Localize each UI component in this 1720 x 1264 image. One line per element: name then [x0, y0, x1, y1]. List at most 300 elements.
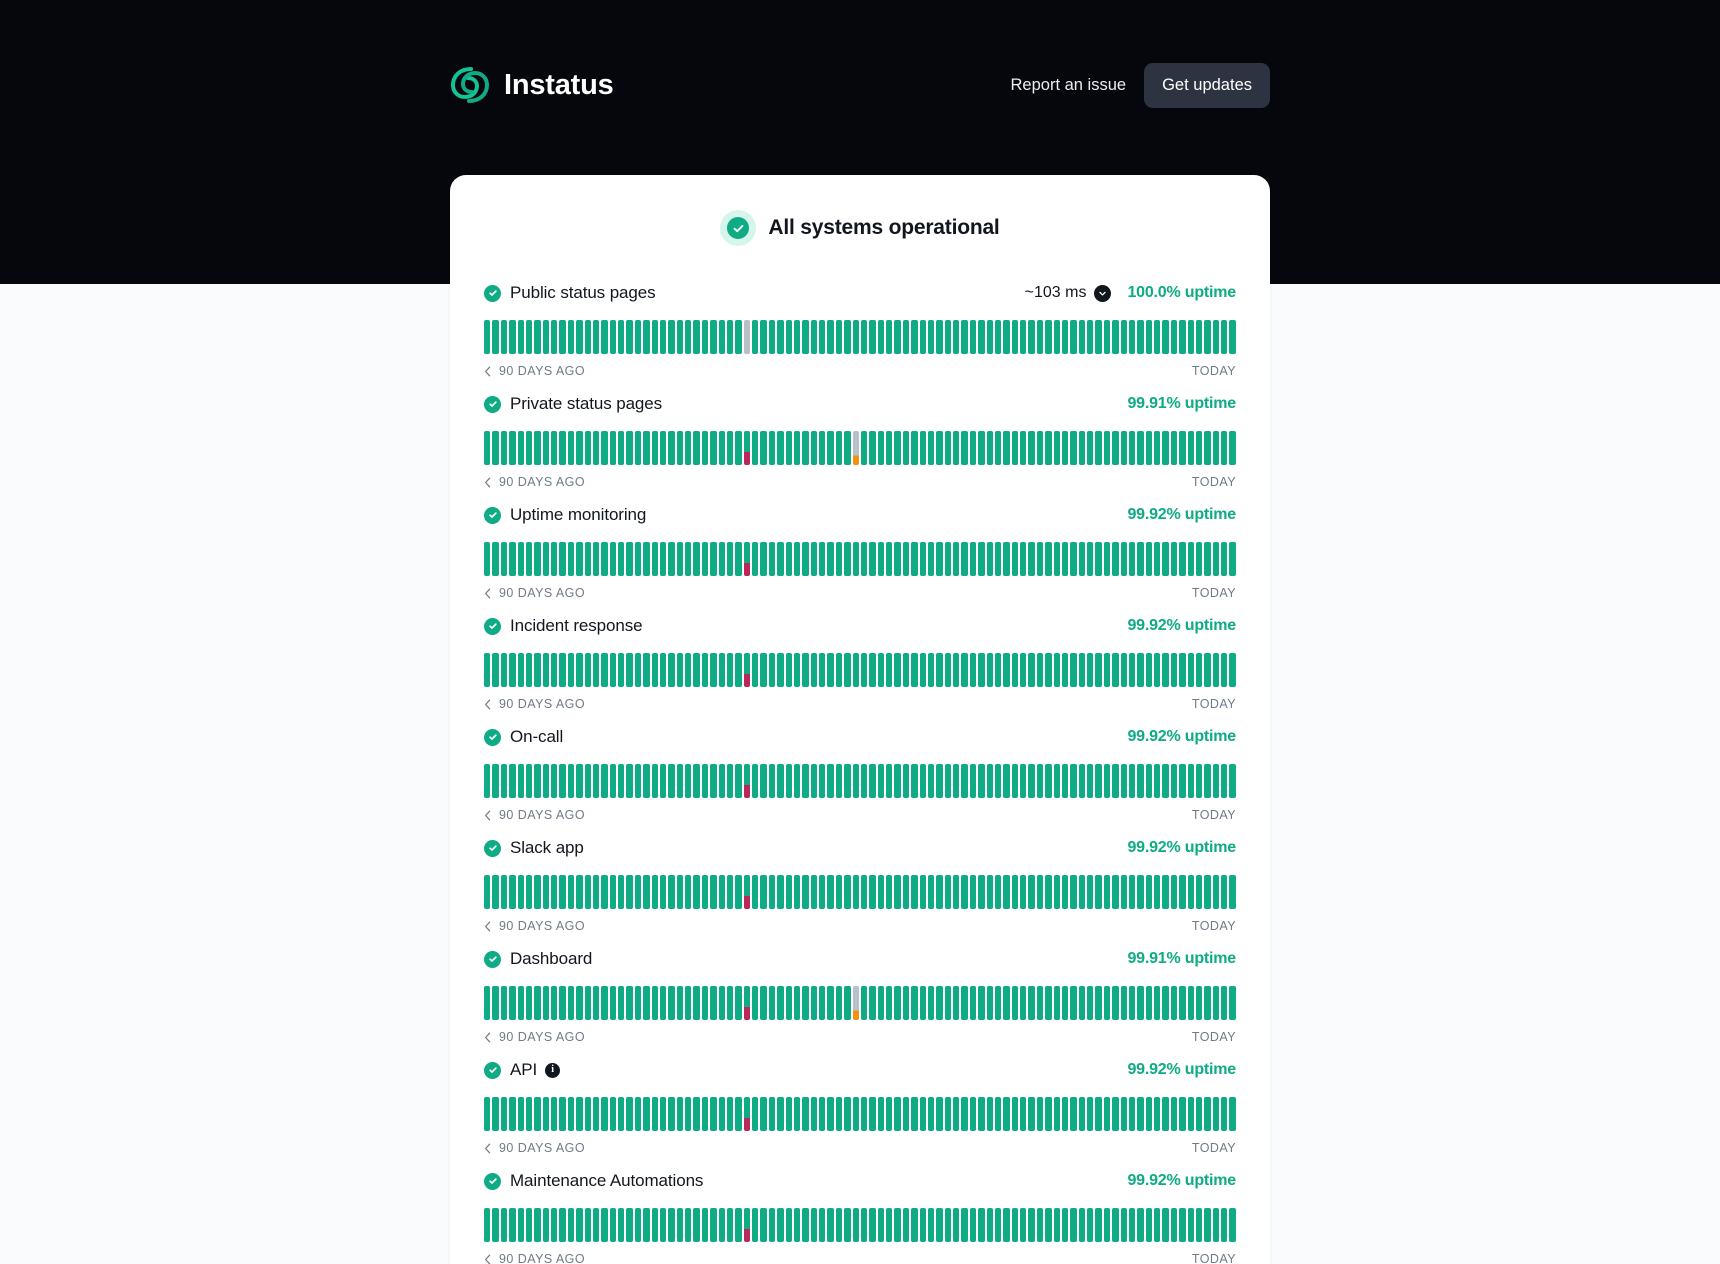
uptime-bar-day[interactable] [744, 431, 750, 465]
uptime-bar-day[interactable] [1112, 653, 1118, 687]
uptime-bar-day[interactable] [1054, 764, 1060, 798]
uptime-bar-day[interactable] [668, 875, 674, 909]
uptime-bar-day[interactable] [886, 542, 892, 576]
uptime-bar-day[interactable] [1112, 1097, 1118, 1131]
uptime-bar-day[interactable] [1012, 1208, 1018, 1242]
uptime-bar-day[interactable] [652, 542, 658, 576]
uptime-bar-day[interactable] [484, 875, 490, 909]
uptime-bar-day[interactable] [702, 764, 708, 798]
uptime-bar-day[interactable] [668, 986, 674, 1020]
uptime-bar-day[interactable] [1095, 875, 1101, 909]
uptime-bar-day[interactable] [794, 1208, 800, 1242]
uptime-bar-day[interactable] [1179, 764, 1185, 798]
uptime-bar-day[interactable] [769, 431, 775, 465]
uptime-bar-day[interactable] [786, 1097, 792, 1131]
uptime-bar-day[interactable] [1171, 764, 1177, 798]
uptime-bar-day[interactable] [1020, 1097, 1026, 1131]
uptime-bar-day[interactable] [576, 1208, 582, 1242]
uptime-bar-day[interactable] [920, 542, 926, 576]
uptime-bar-day[interactable] [945, 431, 951, 465]
uptime-bar-day[interactable] [811, 542, 817, 576]
uptime-bar-day[interactable] [1137, 875, 1143, 909]
uptime-bar-day[interactable] [786, 875, 792, 909]
uptime-bar-day[interactable] [710, 542, 716, 576]
uptime-bar-day[interactable] [894, 875, 900, 909]
uptime-bar-day[interactable] [953, 1208, 959, 1242]
uptime-bar-day[interactable] [735, 431, 741, 465]
uptime-bar-day[interactable] [978, 542, 984, 576]
uptime-bar-day[interactable] [1104, 986, 1110, 1020]
uptime-bar-day[interactable] [811, 764, 817, 798]
uptime-bar-day[interactable] [744, 764, 750, 798]
uptime-bar-day[interactable] [744, 986, 750, 1020]
uptime-bar-day[interactable] [945, 1208, 951, 1242]
uptime-bar-day[interactable] [1204, 1097, 1210, 1131]
uptime-bar-day[interactable] [660, 653, 666, 687]
uptime-bar-day[interactable] [727, 653, 733, 687]
uptime-bar-day[interactable] [777, 875, 783, 909]
uptime-bar-day[interactable] [735, 1208, 741, 1242]
uptime-bar-day[interactable] [710, 764, 716, 798]
uptime-bar-day[interactable] [685, 320, 691, 354]
uptime-bar-day[interactable] [802, 986, 808, 1020]
uptime-bar-day[interactable] [1154, 875, 1160, 909]
uptime-bar-day[interactable] [1196, 764, 1202, 798]
uptime-bar-day[interactable] [802, 1097, 808, 1131]
uptime-bar-day[interactable] [1137, 1097, 1143, 1131]
uptime-bar-day[interactable] [953, 431, 959, 465]
uptime-bar-day[interactable] [752, 320, 758, 354]
uptime-bar-day[interactable] [1003, 764, 1009, 798]
uptime-bar-day[interactable] [978, 764, 984, 798]
uptime-bar-day[interactable] [568, 653, 574, 687]
uptime-bar-day[interactable] [786, 986, 792, 1020]
uptime-bar-day[interactable] [492, 1208, 498, 1242]
uptime-bar-day[interactable] [1054, 320, 1060, 354]
uptime-bar-day[interactable] [626, 986, 632, 1020]
uptime-bar-day[interactable] [710, 875, 716, 909]
uptime-bar-day[interactable] [1129, 875, 1135, 909]
uptime-bar-day[interactable] [1188, 875, 1194, 909]
uptime-bar-day[interactable] [953, 1097, 959, 1131]
uptime-bar-day[interactable] [526, 431, 532, 465]
uptime-bar-day[interactable] [886, 320, 892, 354]
uptime-bar-day[interactable] [794, 320, 800, 354]
uptime-bar-day[interactable] [677, 653, 683, 687]
uptime-bar-day[interactable] [1137, 1208, 1143, 1242]
uptime-bar-day[interactable] [878, 320, 884, 354]
uptime-bar-day[interactable] [735, 875, 741, 909]
uptime-bar-day[interactable] [559, 320, 565, 354]
uptime-bar-day[interactable] [710, 431, 716, 465]
uptime-bar-day[interactable] [1003, 320, 1009, 354]
uptime-bar-day[interactable] [894, 986, 900, 1020]
uptime-bar-day[interactable] [735, 1097, 741, 1131]
uptime-bar-day[interactable] [961, 875, 967, 909]
uptime-bar-day[interactable] [501, 653, 507, 687]
uptime-bar-day[interactable] [1162, 431, 1168, 465]
uptime-bar-day[interactable] [786, 764, 792, 798]
uptime-bar-day[interactable] [1146, 1097, 1152, 1131]
uptime-bar-day[interactable] [911, 320, 917, 354]
uptime-bar-day[interactable] [626, 653, 632, 687]
uptime-bar-day[interactable] [1179, 320, 1185, 354]
uptime-bar-day[interactable] [668, 653, 674, 687]
uptime-bar-day[interactable] [1037, 986, 1043, 1020]
uptime-bar-day[interactable] [1020, 764, 1026, 798]
uptime-bar-day[interactable] [693, 653, 699, 687]
uptime-bar-day[interactable] [501, 986, 507, 1020]
legend-start[interactable] [484, 586, 585, 600]
uptime-bar-day[interactable] [928, 875, 934, 909]
uptime-bar-day[interactable] [534, 431, 540, 465]
uptime-bar-day[interactable] [928, 320, 934, 354]
uptime-bar-day[interactable] [769, 542, 775, 576]
uptime-bar-day[interactable] [484, 764, 490, 798]
uptime-bar-day[interactable] [568, 875, 574, 909]
uptime-bar-day[interactable] [920, 875, 926, 909]
uptime-bar-day[interactable] [526, 1208, 532, 1242]
uptime-bar-day[interactable] [1070, 653, 1076, 687]
uptime-bar-day[interactable] [886, 1208, 892, 1242]
uptime-bar-day[interactable] [936, 764, 942, 798]
uptime-bar-day[interactable] [1087, 320, 1093, 354]
uptime-bar-day[interactable] [844, 1208, 850, 1242]
uptime-bar-day[interactable] [1213, 986, 1219, 1020]
uptime-bar-day[interactable] [610, 431, 616, 465]
uptime-bar-day[interactable] [593, 1208, 599, 1242]
uptime-bar-day[interactable] [995, 1208, 1001, 1242]
uptime-bar-day[interactable] [1204, 1208, 1210, 1242]
uptime-bar-day[interactable] [928, 986, 934, 1020]
uptime-bar-day[interactable] [534, 1097, 540, 1131]
uptime-bar-day[interactable] [1229, 986, 1235, 1020]
uptime-bar-day[interactable] [551, 764, 557, 798]
uptime-bar-day[interactable] [1188, 542, 1194, 576]
uptime-bar-day[interactable] [1188, 320, 1194, 354]
uptime-bar-day[interactable] [719, 764, 725, 798]
uptime-bar-day[interactable] [543, 542, 549, 576]
uptime-bar-day[interactable] [559, 653, 565, 687]
uptime-bar-day[interactable] [1037, 431, 1043, 465]
uptime-bar-day[interactable] [1037, 320, 1043, 354]
uptime-bar-day[interactable] [1003, 542, 1009, 576]
uptime-bar-day[interactable] [501, 764, 507, 798]
uptime-bar-day[interactable] [1121, 875, 1127, 909]
uptime-bar-day[interactable] [735, 653, 741, 687]
uptime-bar-day[interactable] [760, 1097, 766, 1131]
uptime-bar-day[interactable] [1221, 320, 1227, 354]
uptime-bar-day[interactable] [1229, 320, 1235, 354]
uptime-bar-day[interactable] [643, 653, 649, 687]
uptime-bar-day[interactable] [1020, 542, 1026, 576]
uptime-bar-day[interactable] [1070, 1097, 1076, 1131]
uptime-bar-day[interactable] [802, 764, 808, 798]
uptime-bar-day[interactable] [1012, 653, 1018, 687]
uptime-bar-day[interactable] [928, 653, 934, 687]
uptime-bar-day[interactable] [853, 320, 859, 354]
uptime-bar-day[interactable] [1012, 1097, 1018, 1131]
uptime-bar-day[interactable] [509, 320, 515, 354]
uptime-bar-day[interactable] [802, 431, 808, 465]
uptime-bar-day[interactable] [752, 986, 758, 1020]
uptime-bar-day[interactable] [1112, 542, 1118, 576]
uptime-bar-day[interactable] [961, 986, 967, 1020]
uptime-bar-day[interactable] [484, 1208, 490, 1242]
uptime-bar-day[interactable] [1146, 542, 1152, 576]
uptime-bar-day[interactable] [727, 1097, 733, 1131]
uptime-bar-day[interactable] [1045, 764, 1051, 798]
uptime-bar-day[interactable] [1196, 653, 1202, 687]
uptime-bar-day[interactable] [702, 1097, 708, 1131]
uptime-bar-day[interactable] [760, 1208, 766, 1242]
uptime-bar-day[interactable] [1213, 653, 1219, 687]
uptime-bar-day[interactable] [685, 764, 691, 798]
uptime-bar-day[interactable] [643, 875, 649, 909]
uptime-bar-day[interactable] [1037, 1208, 1043, 1242]
uptime-bar-day[interactable] [1213, 764, 1219, 798]
uptime-bar-day[interactable] [1079, 320, 1085, 354]
uptime-bar-day[interactable] [559, 1208, 565, 1242]
uptime-bar-day[interactable] [920, 1097, 926, 1131]
uptime-bar-day[interactable] [677, 431, 683, 465]
uptime-bar-day[interactable] [1121, 653, 1127, 687]
uptime-bar-day[interactable] [1188, 986, 1194, 1020]
uptime-bar-day[interactable] [735, 320, 741, 354]
uptime-bar-day[interactable] [585, 653, 591, 687]
uptime-bar-day[interactable] [794, 875, 800, 909]
uptime-bar-day[interactable] [1062, 653, 1068, 687]
uptime-bar-day[interactable] [1179, 431, 1185, 465]
uptime-bar-day[interactable] [501, 320, 507, 354]
uptime-bar-day[interactable] [1171, 431, 1177, 465]
uptime-bar-day[interactable] [1045, 1208, 1051, 1242]
uptime-bar-day[interactable] [484, 431, 490, 465]
uptime-bar-day[interactable] [786, 431, 792, 465]
uptime-bar-day[interactable] [844, 986, 850, 1020]
uptime-bar-day[interactable] [518, 320, 524, 354]
uptime-bar-day[interactable] [1121, 542, 1127, 576]
uptime-bar-day[interactable] [1162, 764, 1168, 798]
uptime-bar-day[interactable] [1003, 986, 1009, 1020]
uptime-bar-day[interactable] [509, 986, 515, 1020]
uptime-bar-day[interactable] [1095, 653, 1101, 687]
uptime-bar-day[interactable] [1154, 1208, 1160, 1242]
uptime-bar-day[interactable] [1171, 986, 1177, 1020]
uptime-bar-day[interactable] [1154, 1097, 1160, 1131]
uptime-bar-day[interactable] [593, 764, 599, 798]
report-an-issue-link[interactable]: Report an issue [1010, 75, 1127, 94]
uptime-bar-day[interactable] [987, 986, 993, 1020]
uptime-bar-day[interactable] [819, 653, 825, 687]
uptime-bar-day[interactable] [1028, 1097, 1034, 1131]
uptime-bar-day[interactable] [1188, 1208, 1194, 1242]
uptime-bar-day[interactable] [1179, 1208, 1185, 1242]
uptime-bar-day[interactable] [970, 542, 976, 576]
uptime-bar-day[interactable] [1221, 986, 1227, 1020]
uptime-bar-day[interactable] [693, 542, 699, 576]
uptime-bar-day[interactable] [1229, 542, 1235, 576]
uptime-bar-day[interactable] [844, 542, 850, 576]
uptime-bar-day[interactable] [794, 986, 800, 1020]
uptime-bar-day[interactable] [769, 1208, 775, 1242]
uptime-bar-day[interactable] [559, 875, 565, 909]
uptime-bar-day[interactable] [1087, 1097, 1093, 1131]
uptime-bar-day[interactable] [610, 320, 616, 354]
uptime-bar-day[interactable] [702, 431, 708, 465]
uptime-bar-day[interactable] [836, 1208, 842, 1242]
uptime-bar-day[interactable] [869, 431, 875, 465]
uptime-bar-day[interactable] [1196, 320, 1202, 354]
uptime-bar-day[interactable] [677, 986, 683, 1020]
uptime-bar-day[interactable] [1179, 1097, 1185, 1131]
uptime-bar-day[interactable] [677, 1208, 683, 1242]
uptime-bar-day[interactable] [492, 764, 498, 798]
uptime-bar-day[interactable] [1196, 431, 1202, 465]
uptime-bar-day[interactable] [1087, 1208, 1093, 1242]
uptime-bar-day[interactable] [978, 320, 984, 354]
uptime-bar-day[interactable] [1213, 431, 1219, 465]
uptime-bar-day[interactable] [660, 320, 666, 354]
uptime-bar-day[interactable] [953, 542, 959, 576]
uptime-bar-day[interactable] [802, 542, 808, 576]
uptime-bar-day[interactable] [551, 431, 557, 465]
uptime-bar-day[interactable] [911, 764, 917, 798]
uptime-bar-day[interactable] [827, 320, 833, 354]
uptime-bar-day[interactable] [961, 1208, 967, 1242]
uptime-bar-day[interactable] [878, 764, 884, 798]
uptime-bar-day[interactable] [1112, 986, 1118, 1020]
uptime-bar-day[interactable] [685, 1208, 691, 1242]
uptime-bar-day[interactable] [568, 431, 574, 465]
uptime-bar-day[interactable] [1070, 986, 1076, 1020]
uptime-bar-day[interactable] [693, 431, 699, 465]
uptime-bar-day[interactable] [928, 764, 934, 798]
uptime-bar-day[interactable] [518, 986, 524, 1020]
uptime-bar-day[interactable] [652, 875, 658, 909]
uptime-bar-day[interactable] [1213, 1097, 1219, 1131]
uptime-bar-day[interactable] [685, 431, 691, 465]
uptime-bar-day[interactable] [1146, 320, 1152, 354]
uptime-bar-day[interactable] [827, 986, 833, 1020]
uptime-bar-day[interactable] [836, 431, 842, 465]
uptime-bar-day[interactable] [827, 875, 833, 909]
uptime-bar-day[interactable] [878, 1208, 884, 1242]
uptime-bar-day[interactable] [777, 431, 783, 465]
uptime-bar-day[interactable] [1129, 320, 1135, 354]
uptime-bar-day[interactable] [1003, 1097, 1009, 1131]
uptime-bar-day[interactable] [702, 653, 708, 687]
uptime-bar-day[interactable] [953, 986, 959, 1020]
uptime-bar-day[interactable] [576, 431, 582, 465]
uptime-bar-day[interactable] [961, 320, 967, 354]
uptime-bar-day[interactable] [760, 320, 766, 354]
legend-start[interactable] [484, 1252, 585, 1264]
uptime-bar-day[interactable] [886, 1097, 892, 1131]
uptime-bar-day[interactable] [660, 1208, 666, 1242]
uptime-bar-day[interactable] [685, 653, 691, 687]
uptime-bar-day[interactable] [844, 764, 850, 798]
uptime-bar-day[interactable] [928, 1097, 934, 1131]
uptime-bar-day[interactable] [936, 431, 942, 465]
uptime-bar-day[interactable] [1087, 764, 1093, 798]
uptime-bar-day[interactable] [643, 1208, 649, 1242]
uptime-bar-day[interactable] [1028, 431, 1034, 465]
uptime-bar-day[interactable] [1229, 1208, 1235, 1242]
uptime-bar-day[interactable] [970, 986, 976, 1020]
uptime-bar-day[interactable] [585, 1208, 591, 1242]
uptime-bar-day[interactable] [1062, 542, 1068, 576]
legend-start[interactable] [484, 697, 585, 711]
uptime-bar-day[interactable] [1171, 1097, 1177, 1131]
uptime-bar-day[interactable] [576, 653, 582, 687]
uptime-bar-day[interactable] [660, 431, 666, 465]
uptime-bar-day[interactable] [978, 875, 984, 909]
uptime-bar-day[interactable] [844, 320, 850, 354]
uptime-bar-day[interactable] [1146, 986, 1152, 1020]
uptime-bar-day[interactable] [1188, 1097, 1194, 1131]
uptime-bar-day[interactable] [710, 1097, 716, 1131]
uptime-bar-day[interactable] [819, 431, 825, 465]
uptime-bar-day[interactable] [811, 1097, 817, 1131]
uptime-bar-day[interactable] [920, 431, 926, 465]
uptime-bar-day[interactable] [685, 986, 691, 1020]
uptime-bar-day[interactable] [1045, 653, 1051, 687]
uptime-bar-day[interactable] [1196, 875, 1202, 909]
uptime-bar-day[interactable] [970, 320, 976, 354]
uptime-bar-day[interactable] [492, 320, 498, 354]
uptime-bar-day[interactable] [1204, 431, 1210, 465]
uptime-bar-day[interactable] [1204, 653, 1210, 687]
uptime-bar-day[interactable] [635, 431, 641, 465]
uptime-bar-day[interactable] [1095, 1097, 1101, 1131]
uptime-bar-day[interactable] [568, 542, 574, 576]
uptime-bar-day[interactable] [601, 875, 607, 909]
uptime-bar-day[interactable] [1003, 431, 1009, 465]
uptime-bar-day[interactable] [1020, 875, 1026, 909]
uptime-bar-day[interactable] [1146, 764, 1152, 798]
uptime-bar-day[interactable] [643, 764, 649, 798]
uptime-bar-day[interactable] [928, 431, 934, 465]
uptime-bar-day[interactable] [1162, 320, 1168, 354]
uptime-bar-day[interactable] [526, 875, 532, 909]
uptime-bar-day[interactable] [1112, 431, 1118, 465]
uptime-bar-day[interactable] [1062, 320, 1068, 354]
uptime-bar-day[interactable] [643, 320, 649, 354]
uptime-bar-day[interactable] [735, 986, 741, 1020]
uptime-bar-day[interactable] [618, 653, 624, 687]
uptime-bar-day[interactable] [769, 320, 775, 354]
uptime-bar-day[interactable] [760, 986, 766, 1020]
uptime-bar-day[interactable] [1129, 431, 1135, 465]
uptime-bar-day[interactable] [794, 542, 800, 576]
uptime-bar-day[interactable] [518, 1097, 524, 1131]
uptime-bar-day[interactable] [878, 653, 884, 687]
uptime-bar-day[interactable] [727, 1208, 733, 1242]
uptime-bar-day[interactable] [1104, 1097, 1110, 1131]
uptime-bar-day[interactable] [601, 1208, 607, 1242]
uptime-bar-day[interactable] [727, 986, 733, 1020]
uptime-bar-day[interactable] [836, 1097, 842, 1131]
uptime-bar-day[interactable] [677, 542, 683, 576]
uptime-bar-day[interactable] [920, 653, 926, 687]
uptime-bar-day[interactable] [836, 653, 842, 687]
uptime-bar-day[interactable] [492, 431, 498, 465]
uptime-bar-day[interactable] [836, 986, 842, 1020]
uptime-bar-day[interactable] [509, 1208, 515, 1242]
legend-start[interactable] [484, 919, 585, 933]
uptime-bar-day[interactable] [953, 875, 959, 909]
